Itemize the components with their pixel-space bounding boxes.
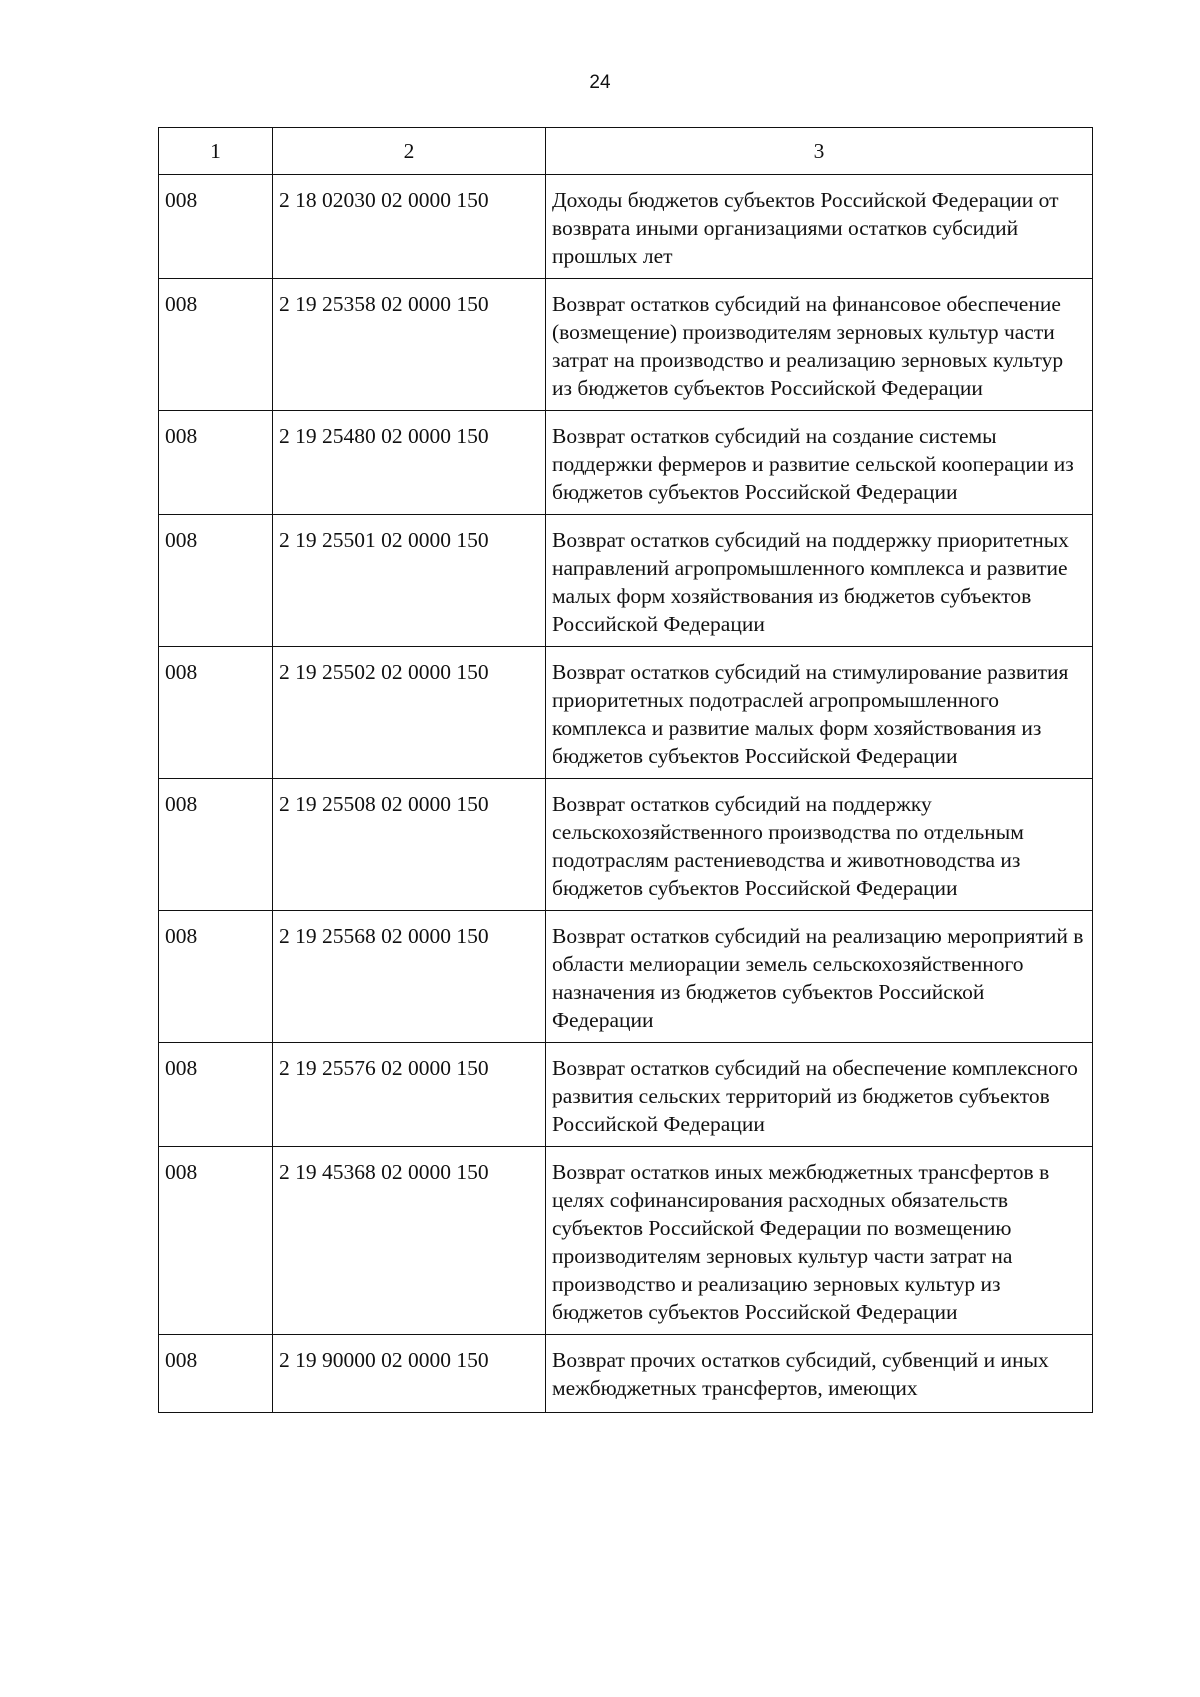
budget-code-cell: 2 18 02030 02 0000 150 — [273, 175, 546, 279]
description-cell: Возврат остатков субсидий на поддержку приоритетных направлений агропромышленного комплекса и развитие малых форм хозяйствования из бюджетов субъектов Российской Федерации — [546, 515, 1093, 647]
description-cell: Возврат остатков субсидий на обеспечение комплексного развития сельских территорий из бюджетов субъектов Российской Федерации — [546, 1043, 1093, 1147]
column-header-3: 3 — [546, 128, 1093, 175]
description-cell: Возврат остатков субсидий на реализацию мероприятий в области мелиорации земель сельскохозяйственного назначения из бюджетов субъектов Российской Федерации — [546, 911, 1093, 1043]
table-row — [159, 1335, 1093, 1413]
table-row — [159, 515, 1093, 647]
description-cell: Возврат остатков субсидий на финансовое обеспечение (возмещение) производителям зерновых культур части затрат на производство и реализацию зерновых культур из бюджетов субъектов Российской Федерации — [546, 279, 1093, 411]
budget-code-cell: 2 19 25480 02 0000 150 — [273, 411, 546, 515]
budget-code-cell: 2 19 25568 02 0000 150 — [273, 911, 546, 1043]
admin-code-cell: 008 — [159, 279, 273, 411]
table-row — [159, 175, 1093, 279]
budget-code-cell: 2 19 25501 02 0000 150 — [273, 515, 546, 647]
admin-code-cell: 008 — [159, 779, 273, 911]
column-header-2: 2 — [273, 128, 546, 175]
admin-code-cell: 008 — [159, 911, 273, 1043]
admin-code-cell: 008 — [159, 411, 273, 515]
budget-code-cell: 2 19 25358 02 0000 150 — [273, 279, 546, 411]
table-row — [159, 1147, 1093, 1335]
admin-code-cell: 008 — [159, 515, 273, 647]
table-row — [159, 911, 1093, 1043]
table-row — [159, 647, 1093, 779]
budget-code-cell: 2 19 25576 02 0000 150 — [273, 1043, 546, 1147]
description-cell: Доходы бюджетов субъектов Российской Федерации от возврата иными организациями остатков субсидий прошлых лет — [546, 175, 1093, 279]
page-number: 24 — [589, 72, 611, 93]
budget-code-cell: 2 19 90000 02 0000 150 — [273, 1335, 546, 1413]
description-cell: Возврат прочих остатков субсидий, субвенций и иных межбюджетных трансфертов, имеющих — [546, 1335, 1093, 1413]
description-cell: Возврат остатков иных межбюджетных трансфертов в целях софинансирования расходных обязательств субъектов Российской Федерации по возмещению производителям зерновых культур части затрат на производство и реализацию зерновых культур из бюджетов субъектов Российской Федерации — [546, 1147, 1093, 1335]
admin-code-cell: 008 — [159, 175, 273, 279]
budget-code-cell: 2 19 45368 02 0000 150 — [273, 1147, 546, 1335]
budget-code-cell: 2 19 25502 02 0000 150 — [273, 647, 546, 779]
table-row — [159, 779, 1093, 911]
budget-codes-table — [158, 127, 1093, 1413]
admin-code-cell: 008 — [159, 647, 273, 779]
table-header-row — [159, 128, 1093, 175]
admin-code-cell: 008 — [159, 1147, 273, 1335]
budget-code-cell: 2 19 25508 02 0000 150 — [273, 779, 546, 911]
admin-code-cell: 008 — [159, 1043, 273, 1147]
description-cell: Возврат остатков субсидий на стимулирование развития приоритетных подотраслей агропромышленного комплекса и развитие малых форм хозяйствования из бюджетов субъектов Российской Федерации — [546, 647, 1093, 779]
description-cell: Возврат остатков субсидий на поддержку сельскохозяйственного производства по отдельным подотраслям растениеводства и животноводства из бюджетов субъектов Российской Федерации — [546, 779, 1093, 911]
description-cell: Возврат остатков субсидий на создание системы поддержки фермеров и развитие сельской кооперации из бюджетов субъектов Российской Федерации — [546, 411, 1093, 515]
admin-code-cell: 008 — [159, 1335, 273, 1413]
table-row — [159, 1043, 1093, 1147]
column-header-1: 1 — [159, 128, 273, 175]
table-row — [159, 279, 1093, 411]
table-row — [159, 411, 1093, 515]
